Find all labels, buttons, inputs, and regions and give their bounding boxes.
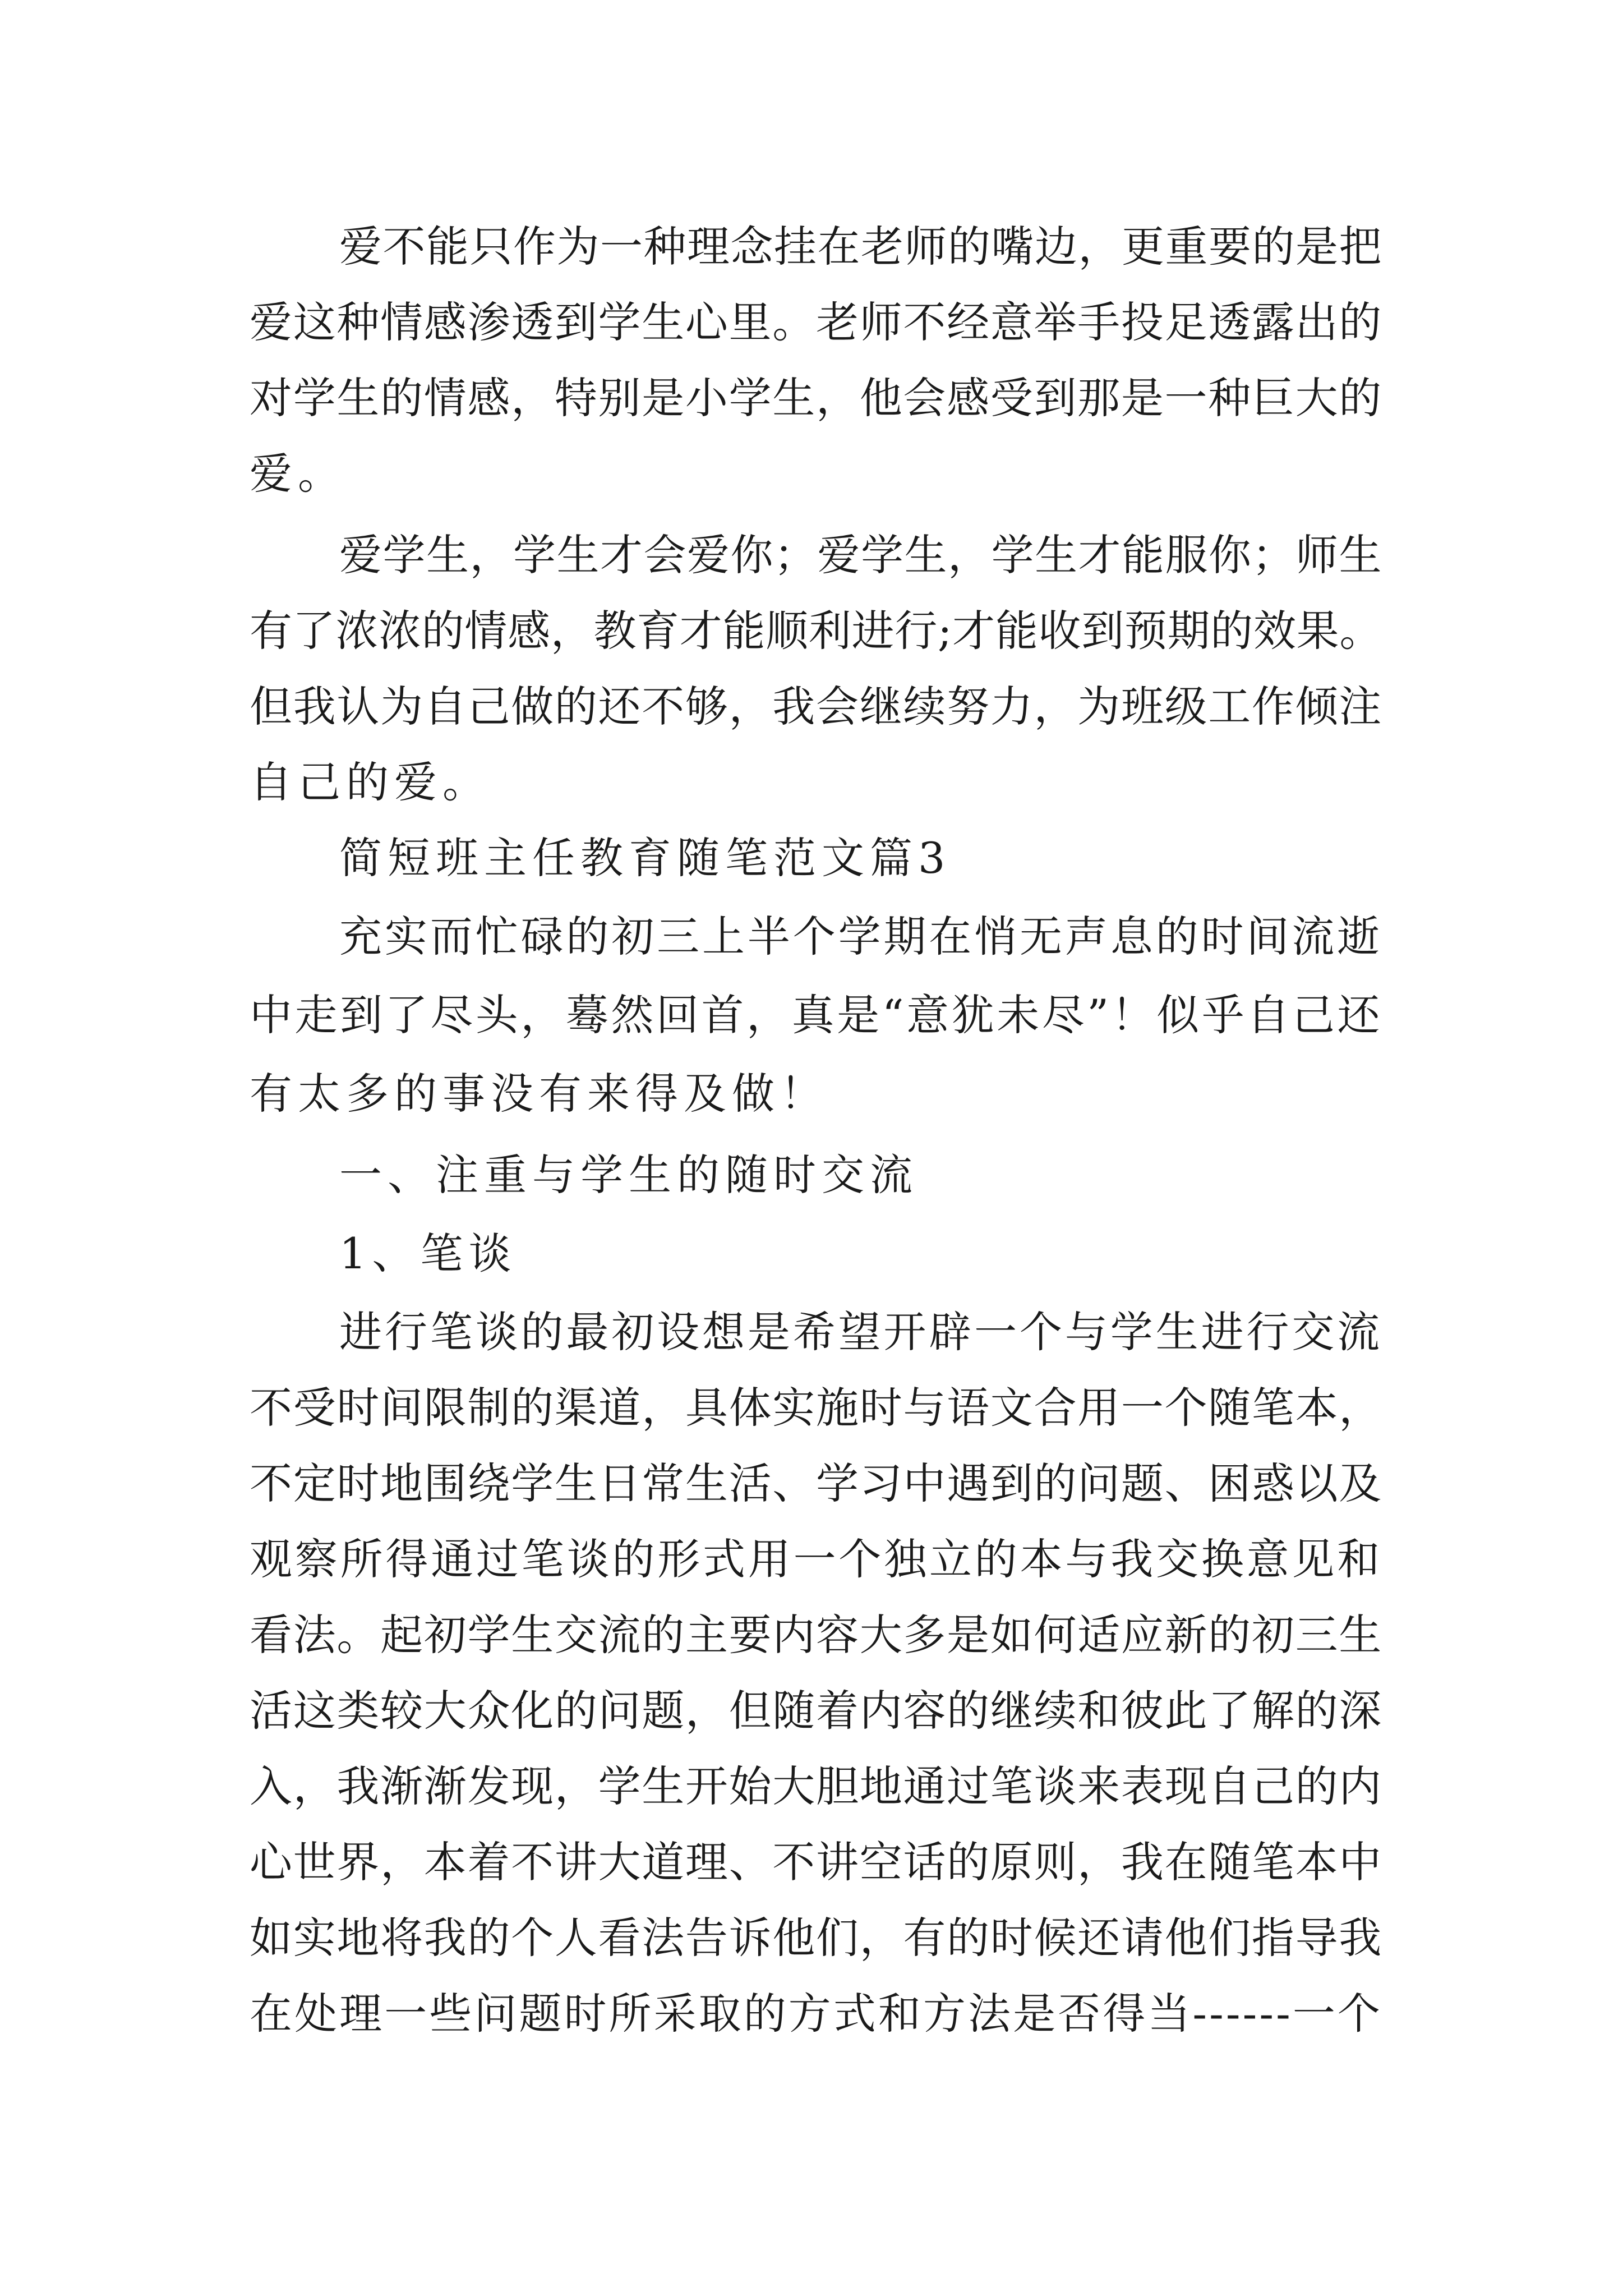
text-line: 不定时地围绕学生日常生活、学习中遇到的问题、困惑以及 [250, 1458, 1382, 1508]
text-line: 入，我渐渐发现，学生开始大胆地通过笔谈来表现自己的内 [250, 1761, 1382, 1811]
heading: 一、注重与学生的随时交流 [339, 1150, 918, 1200]
text-line: 对学生的情感，特别是小学生，他会感受到那是一种巨大的 [250, 373, 1382, 423]
text-line: 不受时间限制的渠道，具体实施时与语文合用一个随笔本， [250, 1383, 1382, 1433]
text-line: 看法。起初学生交流的主要内容大多是如何适应新的初三生 [250, 1610, 1382, 1660]
text-line: 爱这种情感渗透到学生心里。老师不经意举手投足透露出的 [250, 297, 1382, 347]
text-line: 如实地将我的个人看法告诉他们，有的时候还请他们指导我 [250, 1913, 1382, 1963]
text-line: 爱学生，学生才会爱你；爱学生，学生才能服你；师生 [339, 530, 1382, 580]
text-line: 有太多的事没有来得及做！ [250, 1069, 828, 1119]
text-line: 进行笔谈的最初设想是希望开辟一个与学生进行交流 [339, 1307, 1382, 1357]
text-line: 活这类较大众化的问题，但随着内容的继续和彼此了解的深 [250, 1686, 1382, 1736]
text-line: 在处理一些问题时所采取的方式和方法是否得当------一个 [250, 1989, 1382, 2039]
text-line: 心世界，本着不讲大道理、不讲空话的原则，我在随笔本中 [250, 1837, 1382, 1887]
text-line: 充实而忙碌的初三上半个学期在悄无声息的时间流逝 [339, 912, 1382, 961]
text-line: 观察所得通过笔谈的形式用一个独立的本与我交换意见和 [250, 1534, 1382, 1584]
section-title: 简短班主任教育随笔范文篇3 [339, 833, 951, 883]
text-line: 爱不能只作为一种理念挂在老师的嘴边，更重要的是把 [339, 222, 1382, 272]
subheading: 1、笔谈 [339, 1228, 517, 1278]
text-line: 中走到了尽头，蓦然回首，真是“意犹未尽”！似乎自己还 [250, 990, 1382, 1040]
text-line: 有了浓浓的情感，教育才能顺利进行;才能收到预期的效果。 [250, 606, 1382, 656]
text-line: 自己的爱。 [250, 757, 491, 807]
text-line: 爱。 [250, 449, 346, 499]
text-line: 但我认为自己做的还不够，我会继续努力，为班级工作倾注 [250, 682, 1382, 731]
